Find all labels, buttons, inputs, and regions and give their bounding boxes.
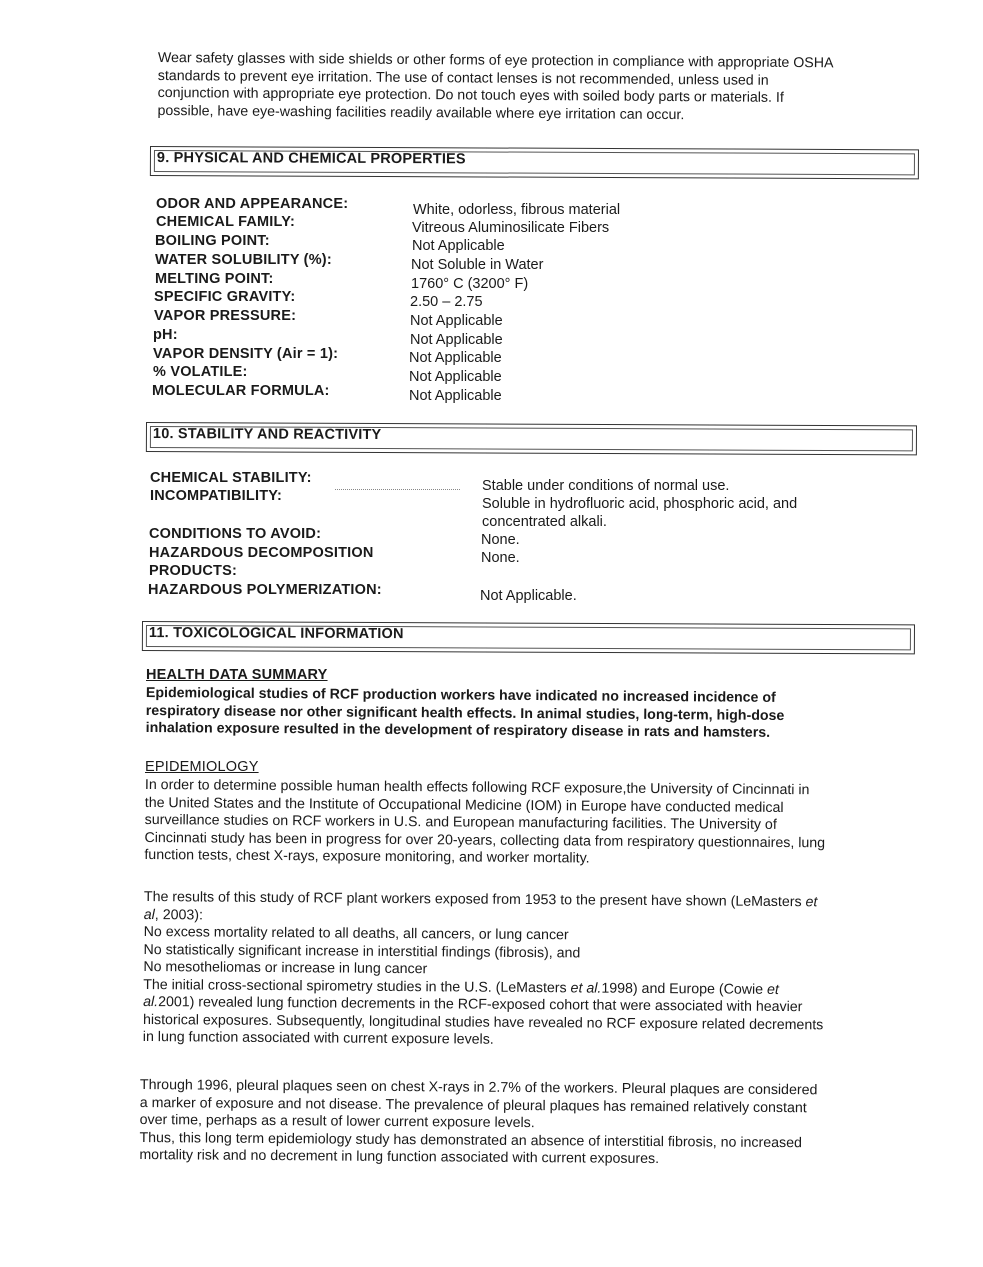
chemical-stability-label: CHEMICAL STABILITY: <box>150 470 312 486</box>
epi-line: surveillance studies on RCF workers in U.S. and European manufacturing facilities. The University of <box>144 811 777 833</box>
section-10-header <box>146 422 917 455</box>
property-label: VAPOR PRESSURE: <box>154 308 297 324</box>
eye-protection-paragraph <box>157 50 834 123</box>
property-value: Not Applicable <box>409 350 502 366</box>
property-row <box>156 213 295 231</box>
property-label: ODOR AND APPEARANCE: <box>156 196 349 212</box>
property-label: % VOLATILE: <box>153 364 248 380</box>
citation-et: et <box>805 894 818 911</box>
epi-line: Cincinnati study has been in progress for over 20-years, collecting data from respiratory questionnaires, lung <box>144 829 826 851</box>
epi-line: the United States and the Institute of Occupational Medicine (IOM) in Europe have conducted medical <box>144 794 784 816</box>
hazardous-decomposition-label-cont: PRODUCTS: <box>149 563 237 579</box>
hazardous-polymerization-label: HAZARDOUS POLYMERIZATION: <box>148 582 382 598</box>
pleural-plaques-paragraph <box>139 1077 818 1168</box>
property-label: BOILING POINT: <box>155 233 270 249</box>
citation-et: et <box>766 981 779 998</box>
property-value: Not Applicable <box>410 332 503 348</box>
health-data-summary-paragraph <box>145 685 785 741</box>
property-label: MOLECULAR FORMULA: <box>152 383 330 399</box>
health-line: Epidemiological studies of RCF production workers have indicated no increased incidence of <box>145 685 776 706</box>
property-value: Not Applicable <box>409 369 502 385</box>
incompatibility-value-cont: concentrated alkali. <box>482 514 607 530</box>
section-10-title: 10. STABILITY AND REACTIVITY <box>152 426 382 444</box>
incompatibility-value: Soluble in hydrofluoric acid, phosphoric acid, and <box>482 496 798 512</box>
property-label: pH: <box>153 327 178 343</box>
property-row <box>156 195 348 213</box>
hazardous-decomposition-value: None. <box>481 550 520 566</box>
plaque-line: a marker of exposure and not disease. The prevalence of pleural plaques has remained relatively constant <box>139 1094 807 1116</box>
plaque-line: Thus, this long term epidemiology study has demonstrated an absence of interstitial fibrosis, no increased <box>139 1129 803 1151</box>
property-value: 2.50 – 2.75 <box>410 294 483 310</box>
property-label: VAPOR DENSITY <box>153 346 273 362</box>
chemical-stability-value: Stable under conditions of normal use. <box>482 478 730 494</box>
spirometry-line: historical exposures. Subsequently, longitudinal studies have revealed no RCF exposure related decrements <box>142 1011 824 1033</box>
property-value: 1760° C (3200° F) <box>411 276 529 292</box>
property-label-suffix: (Air = 1): <box>272 346 339 362</box>
property-value: Vitreous Aluminosilicate Fibers <box>412 220 610 236</box>
property-row <box>152 382 330 400</box>
property-label: MELTING POINT: <box>155 271 274 287</box>
citation-al: al. <box>143 993 159 1011</box>
property-row <box>155 270 274 288</box>
property-value: Not Applicable <box>409 388 502 404</box>
results-paragraph <box>144 889 824 1047</box>
spirometry-text: 2001) revealed lung function decrements in the RCF-exposed cohort that were associated with heavier <box>158 994 803 1016</box>
section-11-header <box>142 621 915 654</box>
finding-line: No excess mortality related to all deaths, all cancers, or lung cancer <box>143 923 569 944</box>
intro-line: possible, have eye-washing facilities readily available where eye irritation can occur. <box>157 102 685 123</box>
property-row <box>154 288 295 306</box>
property-row <box>154 307 296 325</box>
health-data-summary-heading: HEALTH DATA SUMMARY <box>146 667 328 683</box>
property-row <box>153 345 338 363</box>
finding-line: No mesotheliomas or increase in lung cancer <box>143 958 428 978</box>
property-value: Not Applicable <box>410 313 503 329</box>
epidemiology-heading: EPIDEMIOLOGY <box>145 759 259 775</box>
hazardous-polymerization-value: Not Applicable. <box>480 588 577 604</box>
spirometry-text: The initial cross-sectional spirometry studies in the U.S. (LeMasters <box>143 976 571 996</box>
section-9-header <box>150 146 919 179</box>
property-row <box>155 232 270 250</box>
spirometry-text: 1998) and Europe (Cowie <box>601 980 768 998</box>
dotted-leader <box>335 489 460 490</box>
intro-line: conjunction with appropriate eye protection. Do not touch eyes with soiled body parts or materials. If <box>157 84 784 106</box>
conditions-to-avoid-label: CONDITIONS TO AVOID: <box>149 526 322 542</box>
epi-line: In order to determine possible human health effects following RCF exposure,the University of Cincinnati in <box>144 777 810 799</box>
property-row <box>153 363 248 381</box>
citation-al: al <box>143 906 155 923</box>
section-9-title: 9. PHYSICAL AND CHEMICAL PROPERTIES <box>156 150 466 168</box>
intro-line: Wear safety glasses with side shields or other forms of eye protection in compliance with appropriate OSHA <box>157 50 834 72</box>
citation-et-al: et al. <box>570 979 602 997</box>
epidemiology-paragraph <box>145 777 826 865</box>
plaque-line: over time, perhaps as a result of lower current exposure levels. <box>139 1111 535 1132</box>
conditions-to-avoid-value: None. <box>481 532 520 548</box>
health-line: inhalation exposure resulted in the development of respiratory disease in rats and hamsters. <box>145 719 771 741</box>
section-11-title: 11. TOXICOLOGICAL INFORMATION <box>148 625 404 643</box>
property-row <box>153 326 178 344</box>
property-row <box>155 251 332 269</box>
property-value: Not Soluble in Water <box>411 257 544 273</box>
epi-line: function tests, chest X-rays, exposure monitoring, and worker mortality. <box>144 846 590 867</box>
results-text: , 2003): <box>154 906 204 923</box>
property-value: White, odorless, fibrous material <box>413 202 621 218</box>
plaque-line: mortality risk and no decrement in lung function associated with current exposures. <box>139 1146 660 1168</box>
results-text: The results of this study of RCF plant workers exposed from 1953 to the present have shown (LeMasters <box>143 889 806 911</box>
health-line: respiratory disease nor other significant health effects. In animal studies, long-term, high-dose <box>145 702 785 724</box>
property-label: WATER SOLUBILITY (%): <box>155 252 332 268</box>
property-value: Not Applicable <box>412 238 505 254</box>
intro-line: standards to prevent eye irritation. The use of contact lenses is not recommended, unless used in <box>157 67 769 89</box>
hazardous-decomposition-label: HAZARDOUS DECOMPOSITION <box>149 545 374 561</box>
finding-line: No statistically significant increase in interstitial findings (fibrosis), and <box>143 941 581 961</box>
spirometry-line: in lung function associated with current exposure levels. <box>142 1028 494 1048</box>
incompatibility-label: INCOMPATIBILITY: <box>150 488 283 504</box>
plaque-line: Through 1996, pleural plaques seen on chest X-rays in 2.7% of the workers. Pleural plaques are considered <box>139 1077 818 1099</box>
property-label: CHEMICAL FAMILY: <box>156 214 296 230</box>
property-label: SPECIFIC GRAVITY: <box>154 289 296 305</box>
